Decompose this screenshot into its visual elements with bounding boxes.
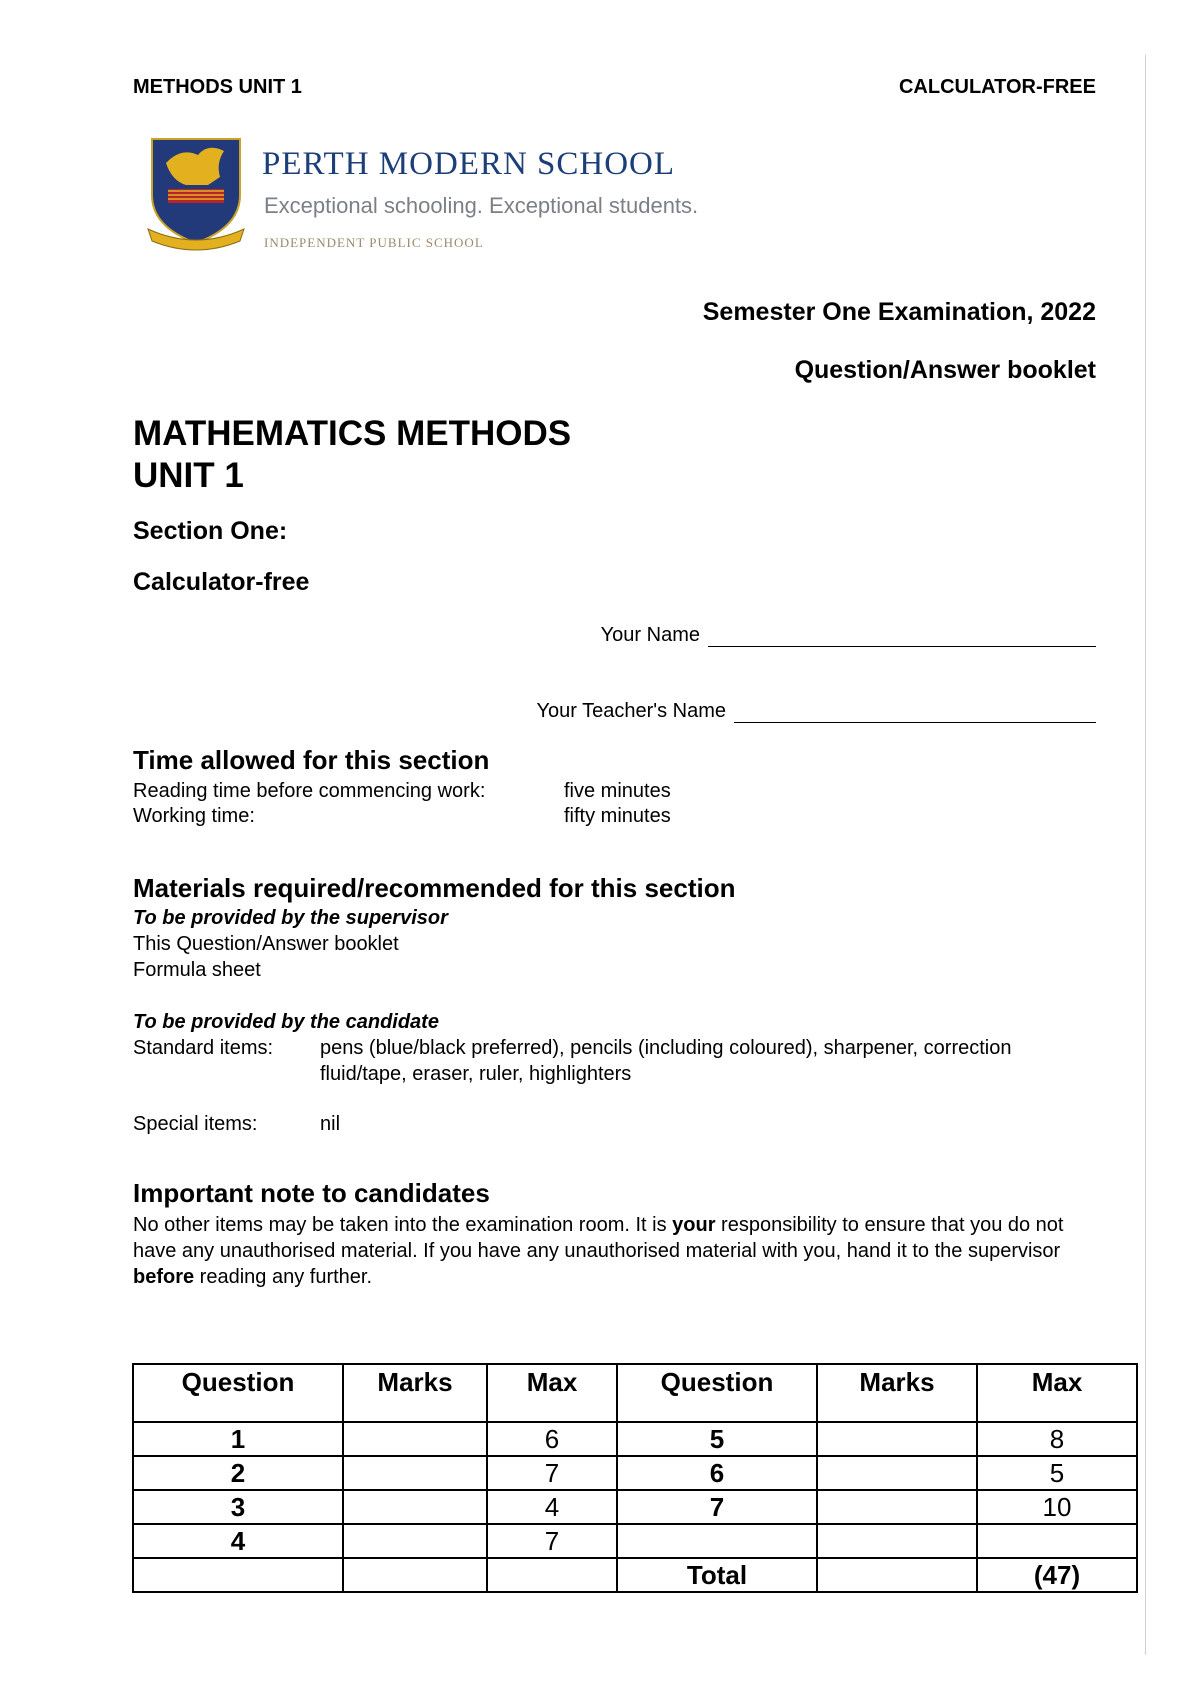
max-cell: 6 (487, 1422, 617, 1456)
col-question-1: Question (133, 1364, 343, 1422)
table-row (133, 1456, 1137, 1490)
max-cell: 7 (487, 1456, 617, 1490)
teacher-name-field[interactable] (537, 700, 1096, 723)
page-edge-rule (1145, 55, 1146, 1655)
special-items-value: nil (320, 1113, 341, 1135)
reading-time-label: Reading time before commencing work: (133, 780, 486, 802)
max-cell (487, 1558, 617, 1592)
header-right: CALCULATOR-FREE (898, 76, 1096, 98)
title-line-1: MATHEMATICS METHODS (133, 414, 572, 453)
note-heading: Important note to candidates (133, 1178, 490, 1208)
your-name-label: Your Name (600, 624, 700, 646)
total-marks-cell[interactable] (817, 1558, 977, 1592)
table-header-row (133, 1364, 1137, 1422)
header-left: METHODS UNIT 1 (133, 76, 302, 98)
marks-cell[interactable] (343, 1490, 487, 1524)
marks-cell[interactable] (817, 1524, 977, 1558)
teacher-name-label: Your Teacher's Name (536, 700, 726, 722)
your-name-field[interactable] (601, 624, 1096, 647)
supervisor-item-2: Formula sheet (133, 959, 261, 981)
exam-booklet: Question/Answer booklet (794, 356, 1096, 384)
section-label: Section One: (133, 517, 288, 545)
table-total-row (133, 1558, 1137, 1592)
supervisor-item-1: This Question/Answer booklet (133, 933, 399, 955)
marks-cell[interactable] (343, 1456, 487, 1490)
total-max-cell: (47) (977, 1558, 1137, 1592)
table-row (133, 1524, 1137, 1558)
candidate-heading: To be provided by the candidate (133, 1011, 439, 1033)
exam-semester: Semester One Examination, 2022 (702, 298, 1096, 326)
col-max-1: Max (487, 1364, 617, 1422)
question-cell: 1 (133, 1422, 343, 1456)
question-cell: 3 (133, 1490, 343, 1524)
marks-cell[interactable] (817, 1422, 977, 1456)
your-name-line[interactable] (708, 626, 1096, 647)
question-cell: 7 (617, 1490, 817, 1524)
col-marks-2: Marks (817, 1364, 977, 1422)
max-cell: 4 (487, 1490, 617, 1524)
question-cell: 4 (133, 1524, 343, 1558)
max-cell: 8 (977, 1422, 1137, 1456)
marks-cell[interactable] (343, 1422, 487, 1456)
teacher-name-line[interactable] (734, 702, 1096, 723)
note-text-1: No other items may be taken into the examination room. It is (133, 1214, 673, 1236)
question-cell (133, 1558, 343, 1592)
school-tagline: Exceptional schooling. Exceptional students. (264, 193, 699, 218)
standard-items-line-1: pens (blue/black preferred), pencils (including coloured), sharpener, correction (320, 1037, 1012, 1059)
col-max-2: Max (977, 1364, 1137, 1422)
subsection-label: Calculator-free (133, 568, 310, 596)
max-cell: 7 (487, 1524, 617, 1558)
question-cell: 2 (133, 1456, 343, 1490)
materials-heading: Materials required/recommended for this section (133, 873, 736, 903)
special-items-label: Special items: (133, 1113, 258, 1135)
total-label-cell: Total (617, 1558, 817, 1592)
max-cell: 10 (977, 1490, 1137, 1524)
standard-items-label: Standard items: (133, 1037, 274, 1059)
working-time-label: Working time: (133, 805, 255, 827)
page-title (133, 413, 571, 497)
note-bold-before: before (133, 1266, 195, 1288)
title-line-2: UNIT 1 (133, 456, 244, 495)
marks-cell[interactable] (343, 1558, 487, 1592)
question-cell: 5 (617, 1422, 817, 1456)
marks-table (132, 1363, 1138, 1593)
standard-items-line-2: fluid/tape, eraser, ruler, highlighters (320, 1063, 632, 1085)
note-paragraph (133, 1212, 1103, 1290)
table-row (133, 1422, 1137, 1456)
time-heading: Time allowed for this section (133, 745, 490, 775)
max-cell (977, 1524, 1137, 1558)
marks-cell[interactable] (817, 1456, 977, 1490)
question-cell (617, 1524, 817, 1558)
col-marks-1: Marks (343, 1364, 487, 1422)
max-cell: 5 (977, 1456, 1137, 1490)
school-crest-icon (146, 133, 246, 251)
reading-time-value: five minutes (564, 780, 671, 802)
working-time-value: fifty minutes (564, 805, 671, 827)
marks-cell[interactable] (343, 1524, 487, 1558)
note-text-2: responsibility to ensure that you do not have any unauthorised material. If you have any unauthorised material with you, hand it to the supervisor (133, 1214, 1064, 1262)
school-name: PERTH MODERN SCHOOL (262, 146, 676, 182)
school-type: INDEPENDENT PUBLIC SCHOOL (264, 235, 484, 250)
note-text-3: reading any further. (194, 1266, 373, 1288)
supervisor-heading: To be provided by the supervisor (133, 907, 448, 929)
note-bold-your: your (672, 1214, 716, 1236)
table-row (133, 1490, 1137, 1524)
col-question-2: Question (617, 1364, 817, 1422)
question-cell: 6 (617, 1456, 817, 1490)
marks-cell[interactable] (817, 1490, 977, 1524)
